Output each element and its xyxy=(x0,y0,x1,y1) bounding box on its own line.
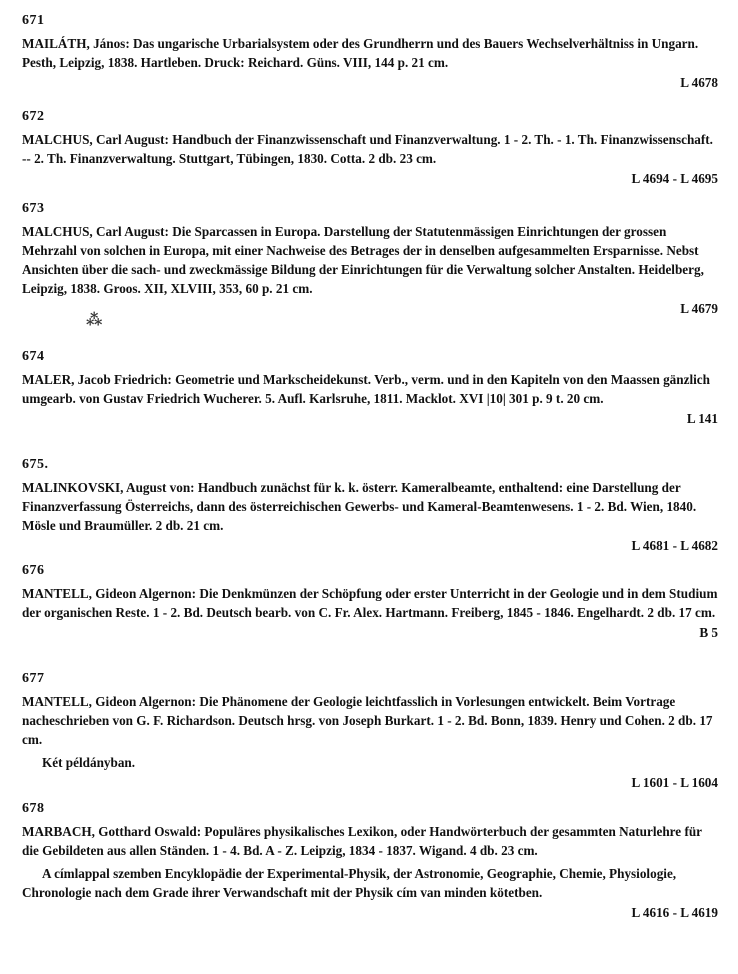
entry-text: MANTELL, Gideon Algernon: Die Denkmünzen der Schöpfung oder erster Unterricht in der Geologie und in dem Studium der organischen Reste. 1 - 2. Bd. Deutsch bearb. von C. Fr. Alex. Hartmann. Freiberg, 1845 - 1846. Engelhardt. 2 db. 17 cm. xyxy=(22,586,718,620)
entry-text: MALER, Jacob Friedrich: Geometrie und Markscheidekunst. Verb., verm. und in den Kapiteln von den Maassen gänzlich umgearb. von Gustav Friedrich Wucherer. 5. Aufl. Karlsruhe, 1811. Macklot. XVI |10| 301 p. 9 t. 20 cm. xyxy=(22,372,710,406)
catalog-entry-675 xyxy=(22,456,720,555)
entry-number: 674 xyxy=(22,349,45,364)
entry-number: 677 xyxy=(22,671,45,686)
catalog-entry-671 xyxy=(22,12,720,92)
entry-signature: L 141 xyxy=(686,411,718,426)
entry-note: Két példányban. xyxy=(42,755,136,770)
entry-number: 673 xyxy=(22,201,45,216)
entry-text: MALCHUS, Carl August: Handbuch der Finanzwissenschaft und Finanzverwaltung. 1 - 2. Th. - 1. Th. Finanzwissenschaft. -- 2. Th. Finanzverwaltung. Stuttgart, Tübingen, 1830. Cotta. 2 db. 23 cm. xyxy=(22,132,713,166)
entry-number: 675. xyxy=(22,457,49,472)
catalog-entry-674 xyxy=(22,348,720,428)
entry-number: 676 xyxy=(22,563,45,578)
entry-signature: L 4616 - L 4619 xyxy=(631,905,718,920)
entry-note: A címlappal szemben Encyklopädie der Experimental-Physik, der Astronomie, Geographie, Chemie, Physiologie, Chronologie nach dem Grade ihrer Verwandschaft mit der Physik cím van minden kötetben. xyxy=(22,866,677,900)
catalog-entry-672 xyxy=(22,108,720,188)
entry-text: MANTELL, Gideon Algernon: Die Phänomene der Geologie leichtfasslich in Vorlesungen entwickelt. Beim Vortrage nacheschrieben von G. F. Richardson. Deutsch hrsg. von Joseph Burkart. 1 - 2. Bd. Bonn, 1839. Henry und Cohen. 2 db. 17 cm. xyxy=(22,694,713,747)
entry-text: MARBACH, Gotthard Oswald: Populäres physikalisches Lexikon, oder Handwörterbuch der gesammten Naturlehre für die Gebildeten aus allen Ständen. 1 - 4. Bd. A - Z. Leipzig, 1834 - 1837. Wigand. 4 db. 23 cm. xyxy=(22,824,702,858)
entry-number: 672 xyxy=(22,109,45,124)
entry-text: MALCHUS, Carl August: Die Sparcassen in Europa. Darstellung der Statutenmässigen Einrichtungen der grossen Mehrzahl von solchen in Europa, mit einer Nachweise des Betrages der in denselben aufgesammelten Ersparnisse. Nebst Ansichten über die sach- und zweckmässige Bildung der Einrichtungen für die Verwaltung solcher Anstalten. Heidelberg, Leipzig, 1838. Groos. XII, XLVIII, 353, 60 p. 21 cm. xyxy=(22,224,704,296)
entry-number: 671 xyxy=(22,13,45,28)
handwritten-mark: ⁂ xyxy=(86,312,103,329)
catalog-entry-676 xyxy=(22,562,720,642)
catalog-entry-677 xyxy=(22,670,720,792)
entry-signature: L 4694 - L 4695 xyxy=(631,171,718,186)
entry-text: MAILÁTH, János: Das ungarische Urbarialsystem oder des Grundherrn und des Bauers Wechselverhältniss in Ungarn. Pesth, Leipzig, 1838. Hartleben. Druck: Reichard. Güns. VIII, 144 p. 21 cm. xyxy=(22,36,699,70)
entry-signature: L 4681 - L 4682 xyxy=(631,538,718,553)
entry-signature: B 5 xyxy=(699,625,718,640)
catalog-entry-673 xyxy=(22,200,720,318)
catalog-entry-678 xyxy=(22,800,720,922)
entry-signature: L 4678 xyxy=(680,75,718,90)
entry-signature: L 1601 - L 1604 xyxy=(631,775,718,790)
entry-number: 678 xyxy=(22,801,45,816)
entry-signature: L 4679 xyxy=(680,301,718,316)
entry-text: MALINKOVSKI, August von: Handbuch zunächst für k. k. österr. Kameralbeamte, enthaltend: eine Darstellung der Finanzverfassung Österreichs, dann des österreichischen Gewerbs- und Kameral-Beamtenwesens. 1 - 2. Bd. Wien, 1840. Mösle und Braumüller. 2 db. 21 cm. xyxy=(22,480,697,533)
